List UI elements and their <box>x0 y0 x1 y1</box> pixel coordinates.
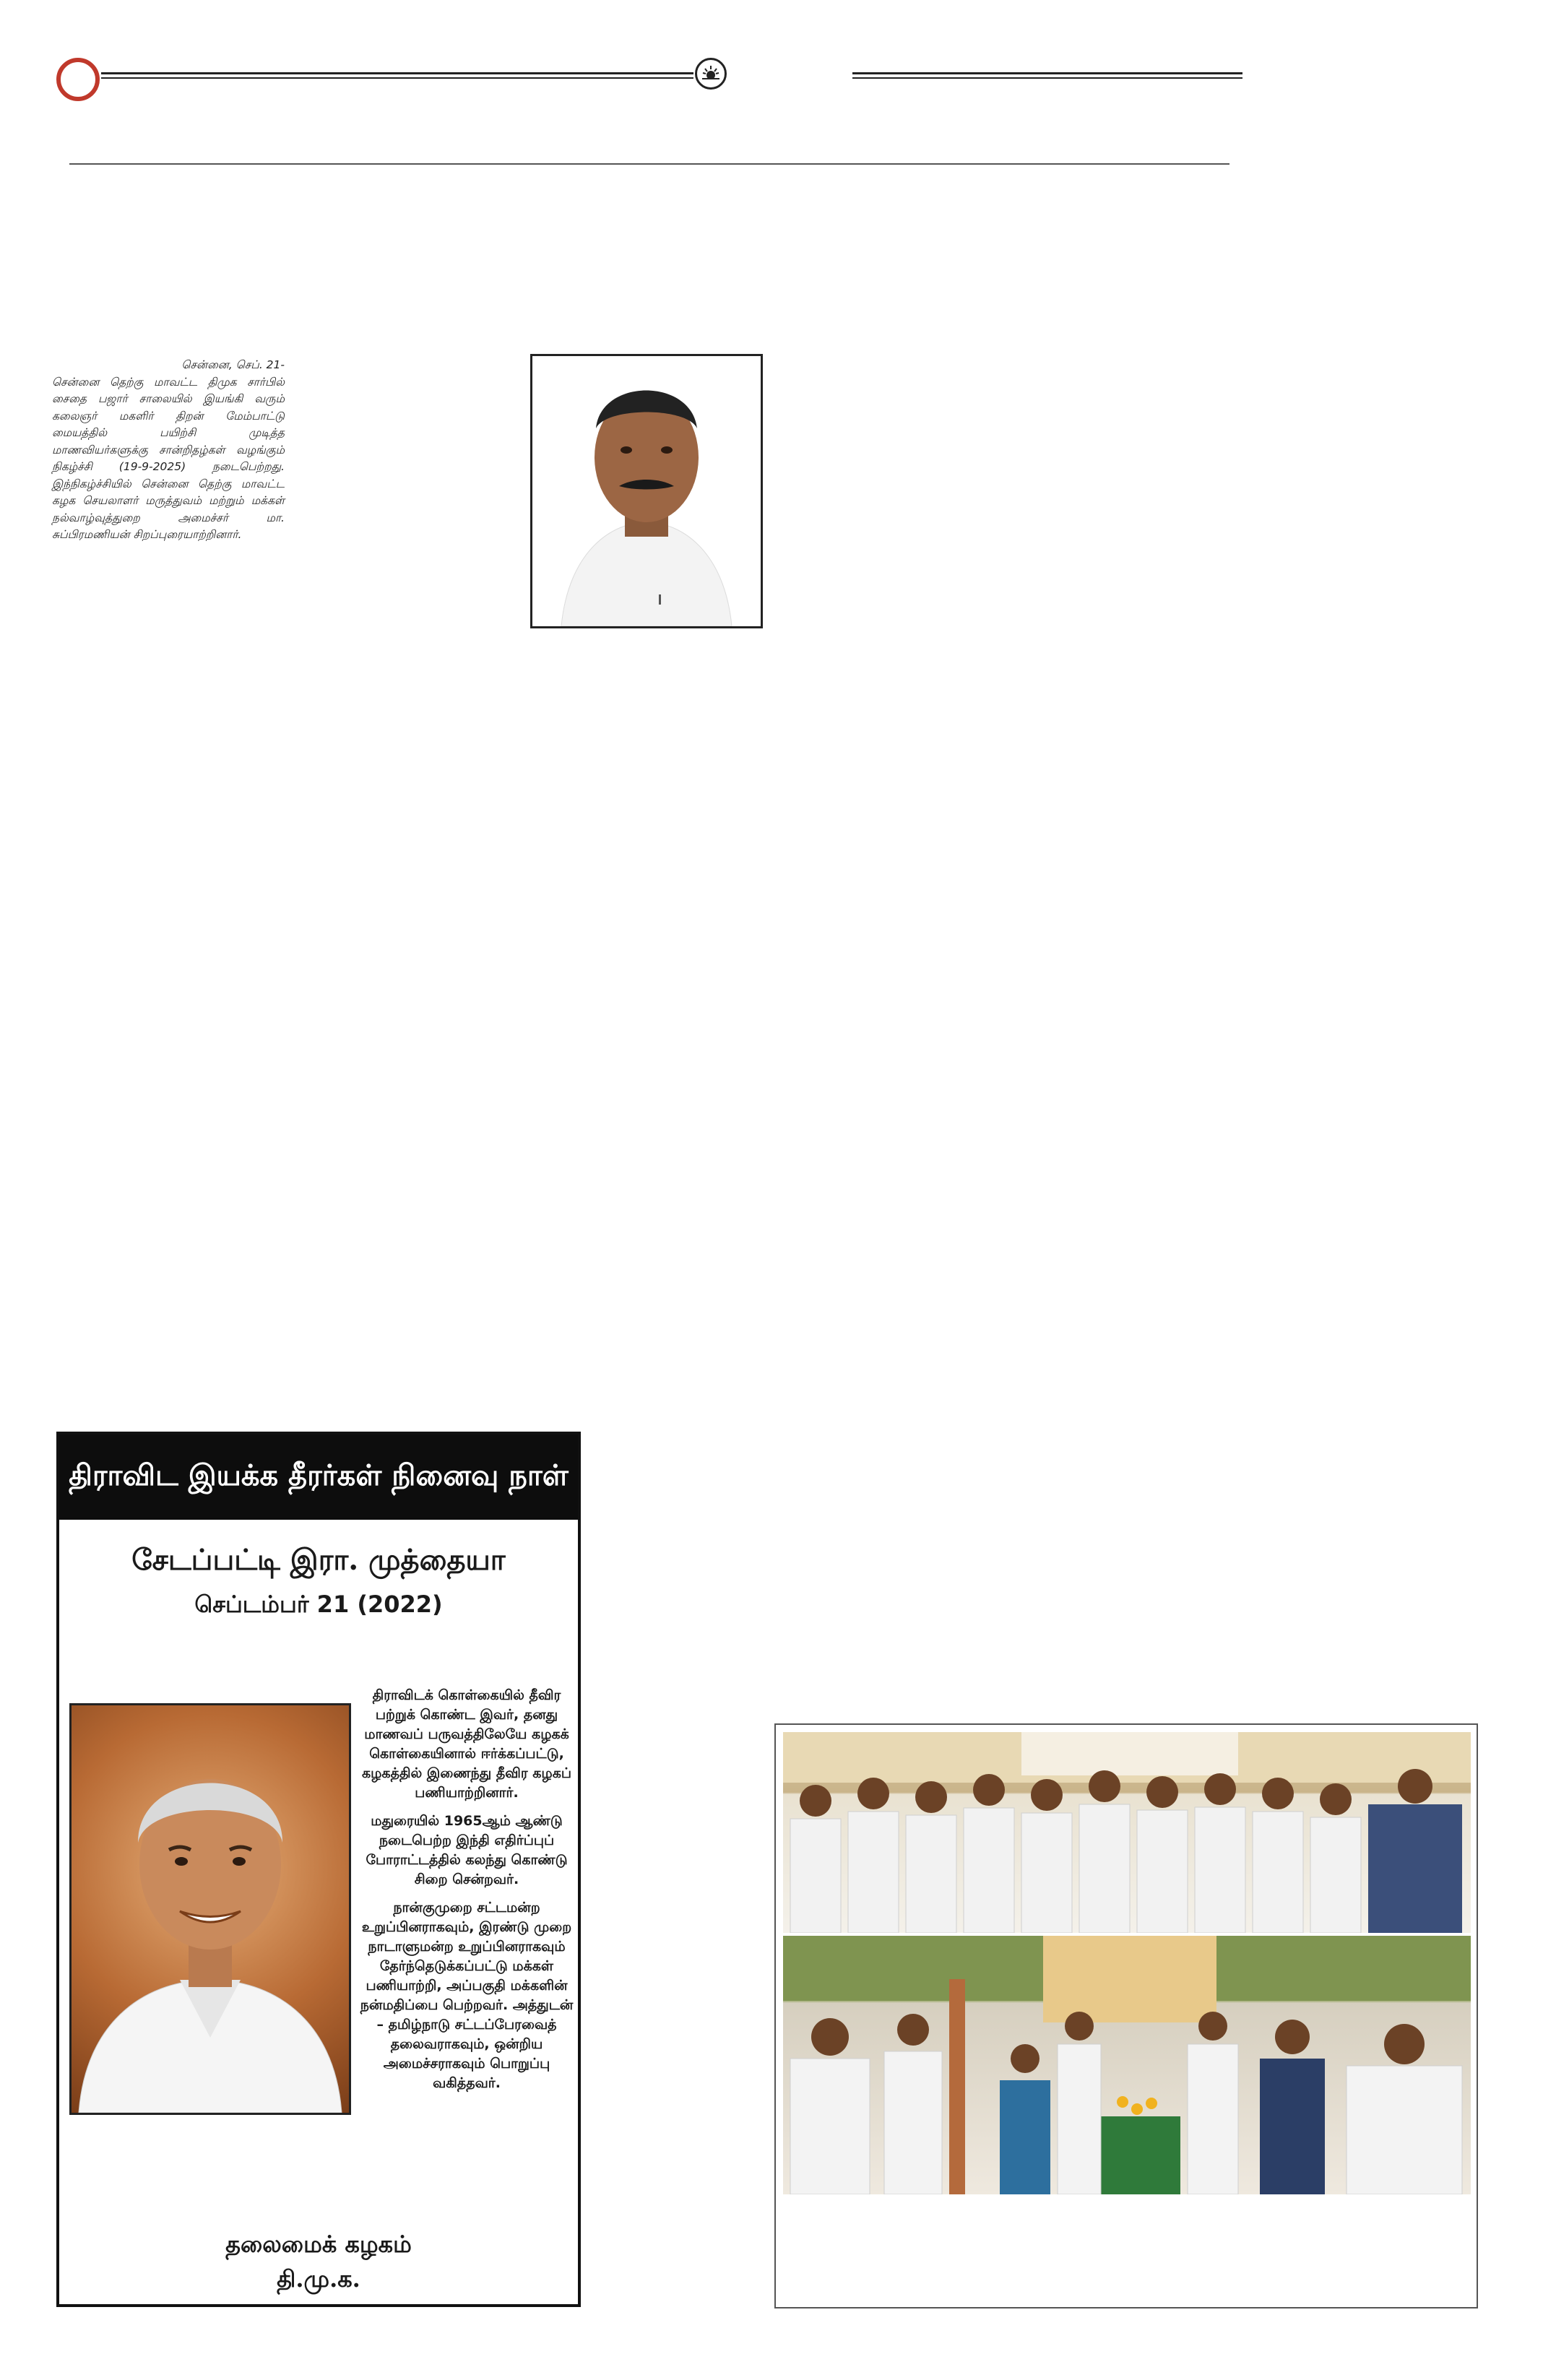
header-ring-ornament <box>56 58 100 101</box>
memorial-signature-line1: தலைமைக் கழகம் <box>225 2230 412 2258</box>
header-rule-right <box>852 72 1242 79</box>
news-article <box>52 357 285 544</box>
event-group-photo-top <box>783 1732 1471 1933</box>
biography-paragraph: மதுரையில் 1965ஆம் ஆண்டு நடைபெற்ற இந்தி எதிர்ப்புப் போராட்டத்தில் கலந்து கொண்டு சிறை சென்றவர். <box>366 1813 568 1887</box>
memorial-biography <box>358 1686 575 2102</box>
event-photo-box <box>774 1723 1478 2308</box>
memorial-date: செப்டம்பர் 21 (2022) <box>194 1591 443 1618</box>
biography-paragraph: திராவிடக் கொள்கையில் தீவிர பற்றுக் கொண்ட இவர், தனது மாணவப் பருவத்திலேயே கழகக் கொள்கையினால் ஈர்க்கப்பட்டு, கழகத்தில் இணைந்து தீவிர கழகப் பணியாற்றினார். <box>361 1687 571 1801</box>
header-rule-left <box>101 72 693 79</box>
biography-paragraph: நான்குமுறை சட்டமன்ற உறுப்பினராகவும், இரண்டு முறை நாடாளுமன்ற உறுப்பினராகவும் தேர்ந்தெடுக்கப்பட்டு மக்கள் பணியாற்றி, அப்பகுதி மக்களின் நன்மதிப்பை பெற்றவர். அத்துடன் – தமிழ்நாடு சட்டப்பேரவைத் தலைவராகவும், ஒன்றிய அமைச்சராகவும் பொறுப்பு வகித்தவர். <box>360 1900 574 2091</box>
news-dateline: சென்னை, செப். 21- <box>181 358 285 371</box>
memorial-signature-line2: தி.மு.க. <box>277 2265 360 2293</box>
minister-portrait-photo <box>530 354 763 628</box>
memorial-heading: திராவிட இயக்க தீரர்கள் நினைவு நாள் <box>59 1435 578 1520</box>
memorial-person-name: சேடப்பட்டி இரா. முத்தையா <box>131 1543 506 1577</box>
memorial-portrait-photo <box>69 1703 351 2115</box>
page-divider <box>69 163 1229 165</box>
rising-sun-emblem-icon <box>695 58 727 90</box>
news-body: சென்னை தெற்கு மாவட்ட திமுக சார்பில் சைதை பஜார் சாலையில் இயங்கி வரும் கலைஞர் மகளிர் திறன் மேம்பாட்டு மையத்தில் பயிற்சி முடித்த மாணவியர்களுக்கு சான்றிதழ்கள் வழங்கும் நிகழ்ச்சி (19-9-2025) நடைபெற்றது. இந்நிகழ்ச்சியில் சென்னை தெற்கு மாவட்ட கழக செயலாளர் மருத்துவம் மற்றும் மக்கள் நல்வாழ்வுத்துறை அமைச்சர் மா. சுப்பிரமணியன் சிறப்புரையாற்றினார். <box>52 375 285 541</box>
event-group-photo-bottom <box>783 1936 1471 2194</box>
memorial-notice <box>56 1432 581 2307</box>
